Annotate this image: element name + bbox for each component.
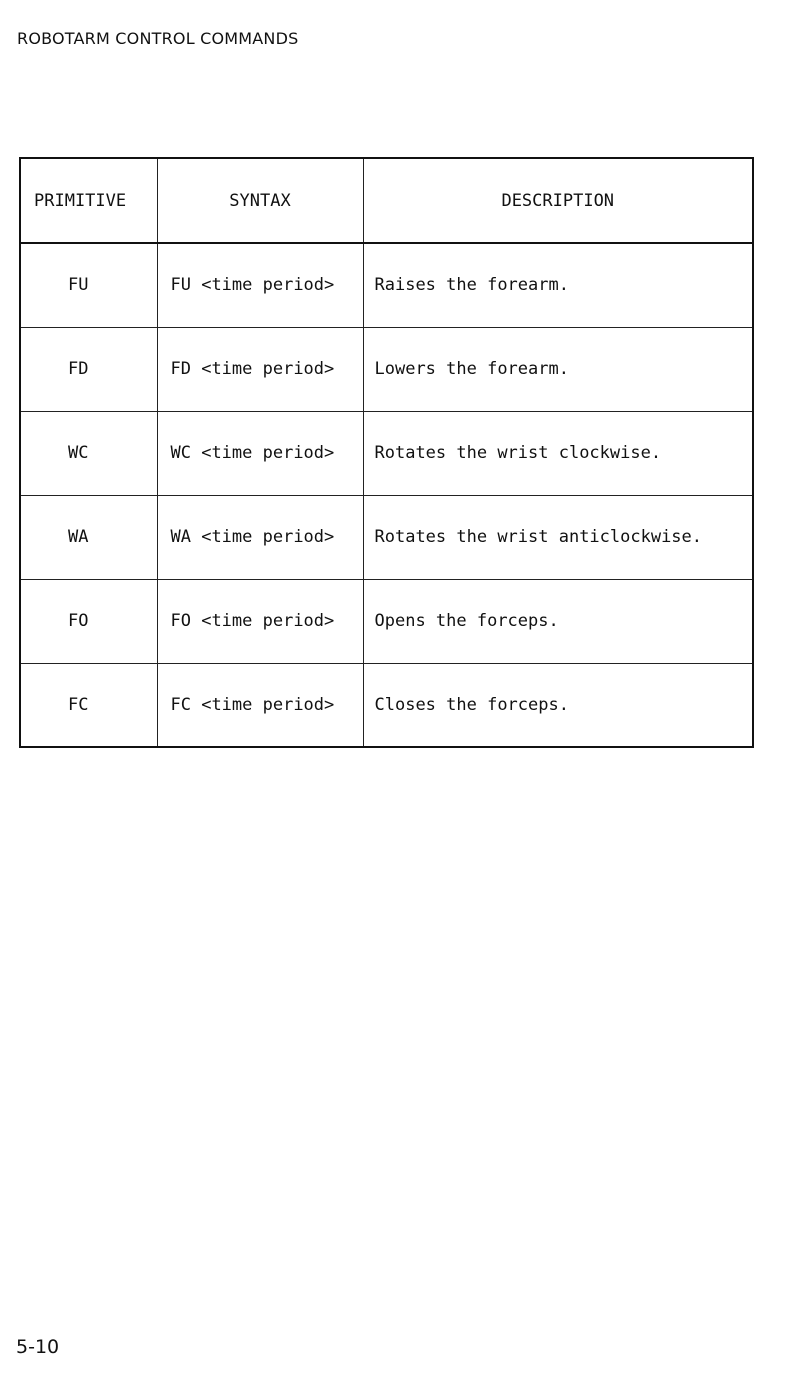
table-row	[20, 411, 753, 495]
syntax-cell: FC <time period>	[157, 663, 363, 747]
description-cell: Closes the forceps.	[363, 663, 753, 747]
syntax-cell: FO <time period>	[157, 579, 363, 663]
description-cell: Rotates the wrist clockwise.	[363, 411, 753, 495]
primitive-cell: WC	[20, 411, 157, 495]
syntax-cell: FD <time period>	[157, 327, 363, 411]
page-number: 5-10	[16, 1336, 60, 1358]
table-row	[20, 495, 753, 579]
primitive-cell: FC	[20, 663, 157, 747]
column-header-primitive: PRIMITIVE	[20, 158, 157, 243]
primitive-cell: FU	[20, 243, 157, 327]
primitive-cell: WA	[20, 495, 157, 579]
primitive-cell: FD	[20, 327, 157, 411]
column-header-description: DESCRIPTION	[363, 158, 753, 243]
syntax-cell: WC <time period>	[157, 411, 363, 495]
table-header-row	[20, 158, 753, 243]
description-cell: Rotates the wrist anticlockwise.	[363, 495, 753, 579]
description-cell: Opens the forceps.	[363, 579, 753, 663]
table-row	[20, 663, 753, 747]
table-row	[20, 243, 753, 327]
column-header-syntax: SYNTAX	[157, 158, 363, 243]
command-table	[19, 157, 754, 748]
table-row	[20, 579, 753, 663]
table-row	[20, 327, 753, 411]
description-cell: Lowers the forearm.	[363, 327, 753, 411]
syntax-cell: WA <time period>	[157, 495, 363, 579]
description-cell: Raises the forearm.	[363, 243, 753, 327]
primitive-cell: FO	[20, 579, 157, 663]
page-heading: ROBOTARM CONTROL COMMANDS	[17, 29, 299, 48]
syntax-cell: FU <time period>	[157, 243, 363, 327]
